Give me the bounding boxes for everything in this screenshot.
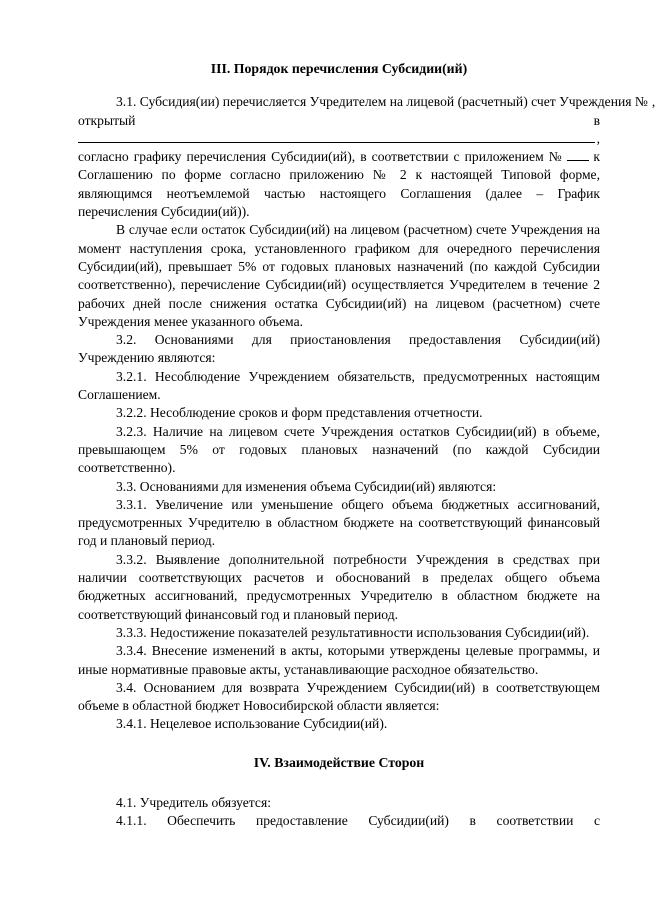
opened-word: открытый (78, 112, 136, 128)
appendix-number-blank (567, 150, 589, 161)
section-3-heading: III. Порядок перечисления Субсидии(ий) (210, 61, 468, 76)
paragraph-3-1-middle: согласно графику перечисления Субсидии(ий), в соответствии с приложением № (78, 149, 564, 165)
paragraph-3-1-start: 3.1. Субсидия(ии) перечисляется Учредителем на лицевой (расчетный) счет Учреждения № (116, 94, 648, 110)
paragraph-3-2-1: 3.2.1. Несоблюдение Учреждением обязательств, предусмотренных настоящим Соглашением. (78, 368, 600, 403)
paragraph-3-3: 3.3. Основаниями для изменения объема Субсидии(ий) являются: (116, 478, 497, 494)
comma-2: , (596, 130, 600, 146)
paragraph-3-1-end: к Соглашению по форме согласно приложению № 2 к настоящей Типовой форме, являющимся неотъемлемой частью настоящего Соглашения (далее – График перечисления Субсидии(ий)). (78, 149, 600, 220)
paragraph-4-1-1: 4.1.1. Обеспечить предоставление Субсидии(ий) в соответствии с (116, 813, 600, 829)
in-word: в (593, 112, 600, 128)
bank-name-blank (78, 130, 595, 143)
paragraph-3-2-2: 3.2.2. Несоблюдение сроков и форм представления отчетности. (116, 405, 483, 421)
paragraph-3-1-remainder: В случае если остаток Субсидии(ий) на лицевом (расчетном) счете Учреждения на момент наступления срока, установленного графиком для очередного перечисления Субсидии(ий), превышает 5% от годовых плановых назначений (по каждой Субсидии соответственно), перечисление Субсидии(ий) осуществляется Учредителем в течение 2 рабочих дней после снижения остатка Субсидии(ий) на лицевом (расчетном) счете Учреждения менее указанного объема. (78, 222, 600, 329)
paragraph-3-3-2: 3.3.2. Выявление дополнительной потребности Учреждения в средствах при наличии соответствующих расчетов и обоснований в пределах общего объема бюджетных ассигнований, предусмотренных Учредителю в областном бюджете на соответствующий финансовый год и плановый период. (78, 551, 600, 622)
paragraph-3-2: 3.2. Основаниями для приостановления предоставления Субсидии(ий) Учреждению являются: (78, 332, 600, 366)
comma-1: , (651, 94, 655, 110)
paragraph-4-1: 4.1. Учредитель обязуется: (116, 794, 271, 810)
paragraph-3-4: 3.4. Основанием для возврата Учреждением Субсидии(ий) в соответствующем объеме в областной бюджет Новосибирской области является: (78, 679, 600, 714)
paragraph-3-1-body (78, 148, 600, 221)
paragraph-3-3-4: 3.3.4. Внесение изменений в акты, которыми утверждены целевые программы, и иные нормативные правовые акты, устанавливающие расходное обязательство. (78, 643, 600, 677)
document-content (78, 60, 655, 831)
paragraph-3-2-3: 3.2.3. Наличие на лицевом счете Учреждения остатков Субсидии(ий) в объеме, превышающем 5% от годовых плановых назначений (по каждой Субсидии соответственно). (78, 423, 600, 476)
section-4-heading: IV. Взаимодействие Сторон (253, 754, 425, 770)
paragraph-3-3-1: 3.3.1. Увеличение или уменьшение общего объема бюджетных ассигнований, предусмотренных Учредителю в областном бюджете на соответствующий финансовый год и плановый период. (78, 496, 600, 549)
paragraph-3-4-1: 3.4.1. Нецелевое использование Субсидии(ий). (116, 716, 388, 732)
paragraph-3-1 (78, 93, 655, 221)
paragraph-3-3-3: 3.3.3. Недостижение показателей результативности использования Субсидии(ий). (116, 624, 590, 640)
